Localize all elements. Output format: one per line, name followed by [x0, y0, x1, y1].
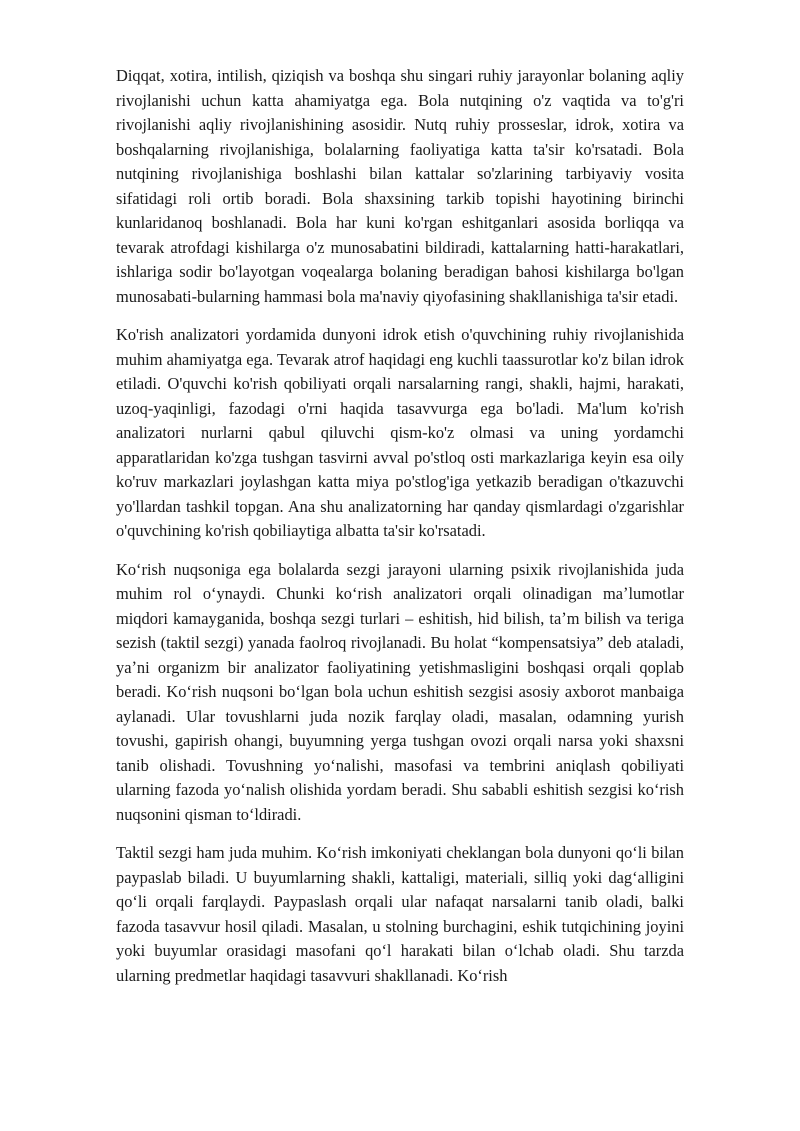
paragraph-3: Koʻrish nuqsoniga ega bolalarda sezgi jarayoni ularning psixik rivojlanishida juda muhim rol oʻynaydi. Chunki koʻrish analizatori orqali olinadigan maʼlumotlar miqdori kamayganida, boshqa sezgi turlari – eshitish, hid bilish, taʼm bilish va teriga sezish (taktil sezgi) yanada faolroq rivojlanadi. Bu holat “kompensatsiya” deb ataladi, yaʼni organizm bir analizator faoliyatining yetishmasligini boshqasi orqali qoplab beradi. Koʻrish nuqsoni boʻlgan bola uchun eshitish sezgisi asosiy axborot manbaiga aylanadi. Ular tovushlarni juda nozik farqlay oladi, masalan, odamning yurish tovushi, gapirish ohangi, buyumning yerga tushgan ovozi orqali narsa yoki shaxsni tanib olishadi. Tovushning yoʻnalishi, masofasi va tembrini aniqlash qobiliyati ularning fazoda yoʻnalish olishida yordam beradi. Shu sababli eshitish sezgisi koʻrish nuqsonini qisman toʻldiradi.	[116, 559, 684, 824]
paragraph-1: Diqqat, xotira, intilish, qiziqish va boshqa shu singari ruhiy jarayonlar bolaning aqliy rivojlanishi uchun katta ahamiyatga ega. Bola nutqining o'z vaqtida va to'g'ri rivojlanishi aqliy rivojlanishining asosidir. Nutq ruhiy prosseslar, idrok, xotira va boshqalarning rivojlanishiga, bolalarning faoliyatiga katta ta'sir ko'rsatadi. Bola nutqining rivojlanishiga boshlashi bilan kattalar so'zlarining tarbiyaviy vosita sifatidagi roli ortib boradi. Bola shaxsining tarkib topishi hayotining birinchi kunlaridanoq boshlanadi. Bola har kuni ko'rgan eshitganlari asosida borliqqa va tevarak atrofdagi kishilarga o'z munosabatini bildiradi, kattalarning hatti-harakatlari, ishlariga sodir bo'layotgan voqealarga bolaning beradigan bahosi kishilarga bo'lgan munosabati-bularning hammasi bola ma'naviy qiyofasining shakllanishiga ta'sir etadi.	[116, 66, 684, 306]
paragraph-2: Ko'rish analizatori yordamida dunyoni idrok etish o'quvchining ruhiy rivojlanishida muhim ahamiyatga ega. Tevarak atrof haqidagi eng kuchli taassurotlar ko'z bilan idrok etiladi. O'quvchi ko'rish qobiliyati orqali narsalarning rangi, shakli, hajmi, harakati, uzoq-yaqinligi, fazodagi o'rni haqida tasavvurga ega bo'ladi. Ma'lum ko'rish analizatori nurlarni qabul qiluvchi qism-ko'z olmasi va uning yordamchi apparatlaridan ko'zga tushgan tasvirni avval po'stloq osti markazlariga keyin esa oily ko'ruv markazlari joylashgan katta miya po'stlog'iga yetkazib beradigan o'tkazuvchi yo'llardan tashkil topgan. Ana shu analizatorning har qanday qismlardagi o'zgarishlar o'quvchining ko'rish qobiliaytiga albatta ta'sir ko'rsatadi.	[116, 325, 684, 540]
document-page	[116, 64, 684, 1002]
paragraph-4: Taktil sezgi ham juda muhim. Koʻrish imkoniyati cheklangan bola dunyoni qoʻli bilan paypaslab biladi. U buyumlarning shakli, kattaligi, materiali, silliq yoki dagʻalligini qoʻli orqali farqlaydi. Paypaslash orqali ular nafaqat narsalarni tanib oladi, balki fazoda tasavvur hosil qiladi. Masalan, u stolning burchagini, eshik tutqichining joyini yoki buyumlar orasidagi masofani qoʻl harakati bilan oʻlchab oladi. Shu tarzda ularning predmetlar haqidagi tasavvuri shakllanadi. Koʻrish	[116, 843, 684, 985]
